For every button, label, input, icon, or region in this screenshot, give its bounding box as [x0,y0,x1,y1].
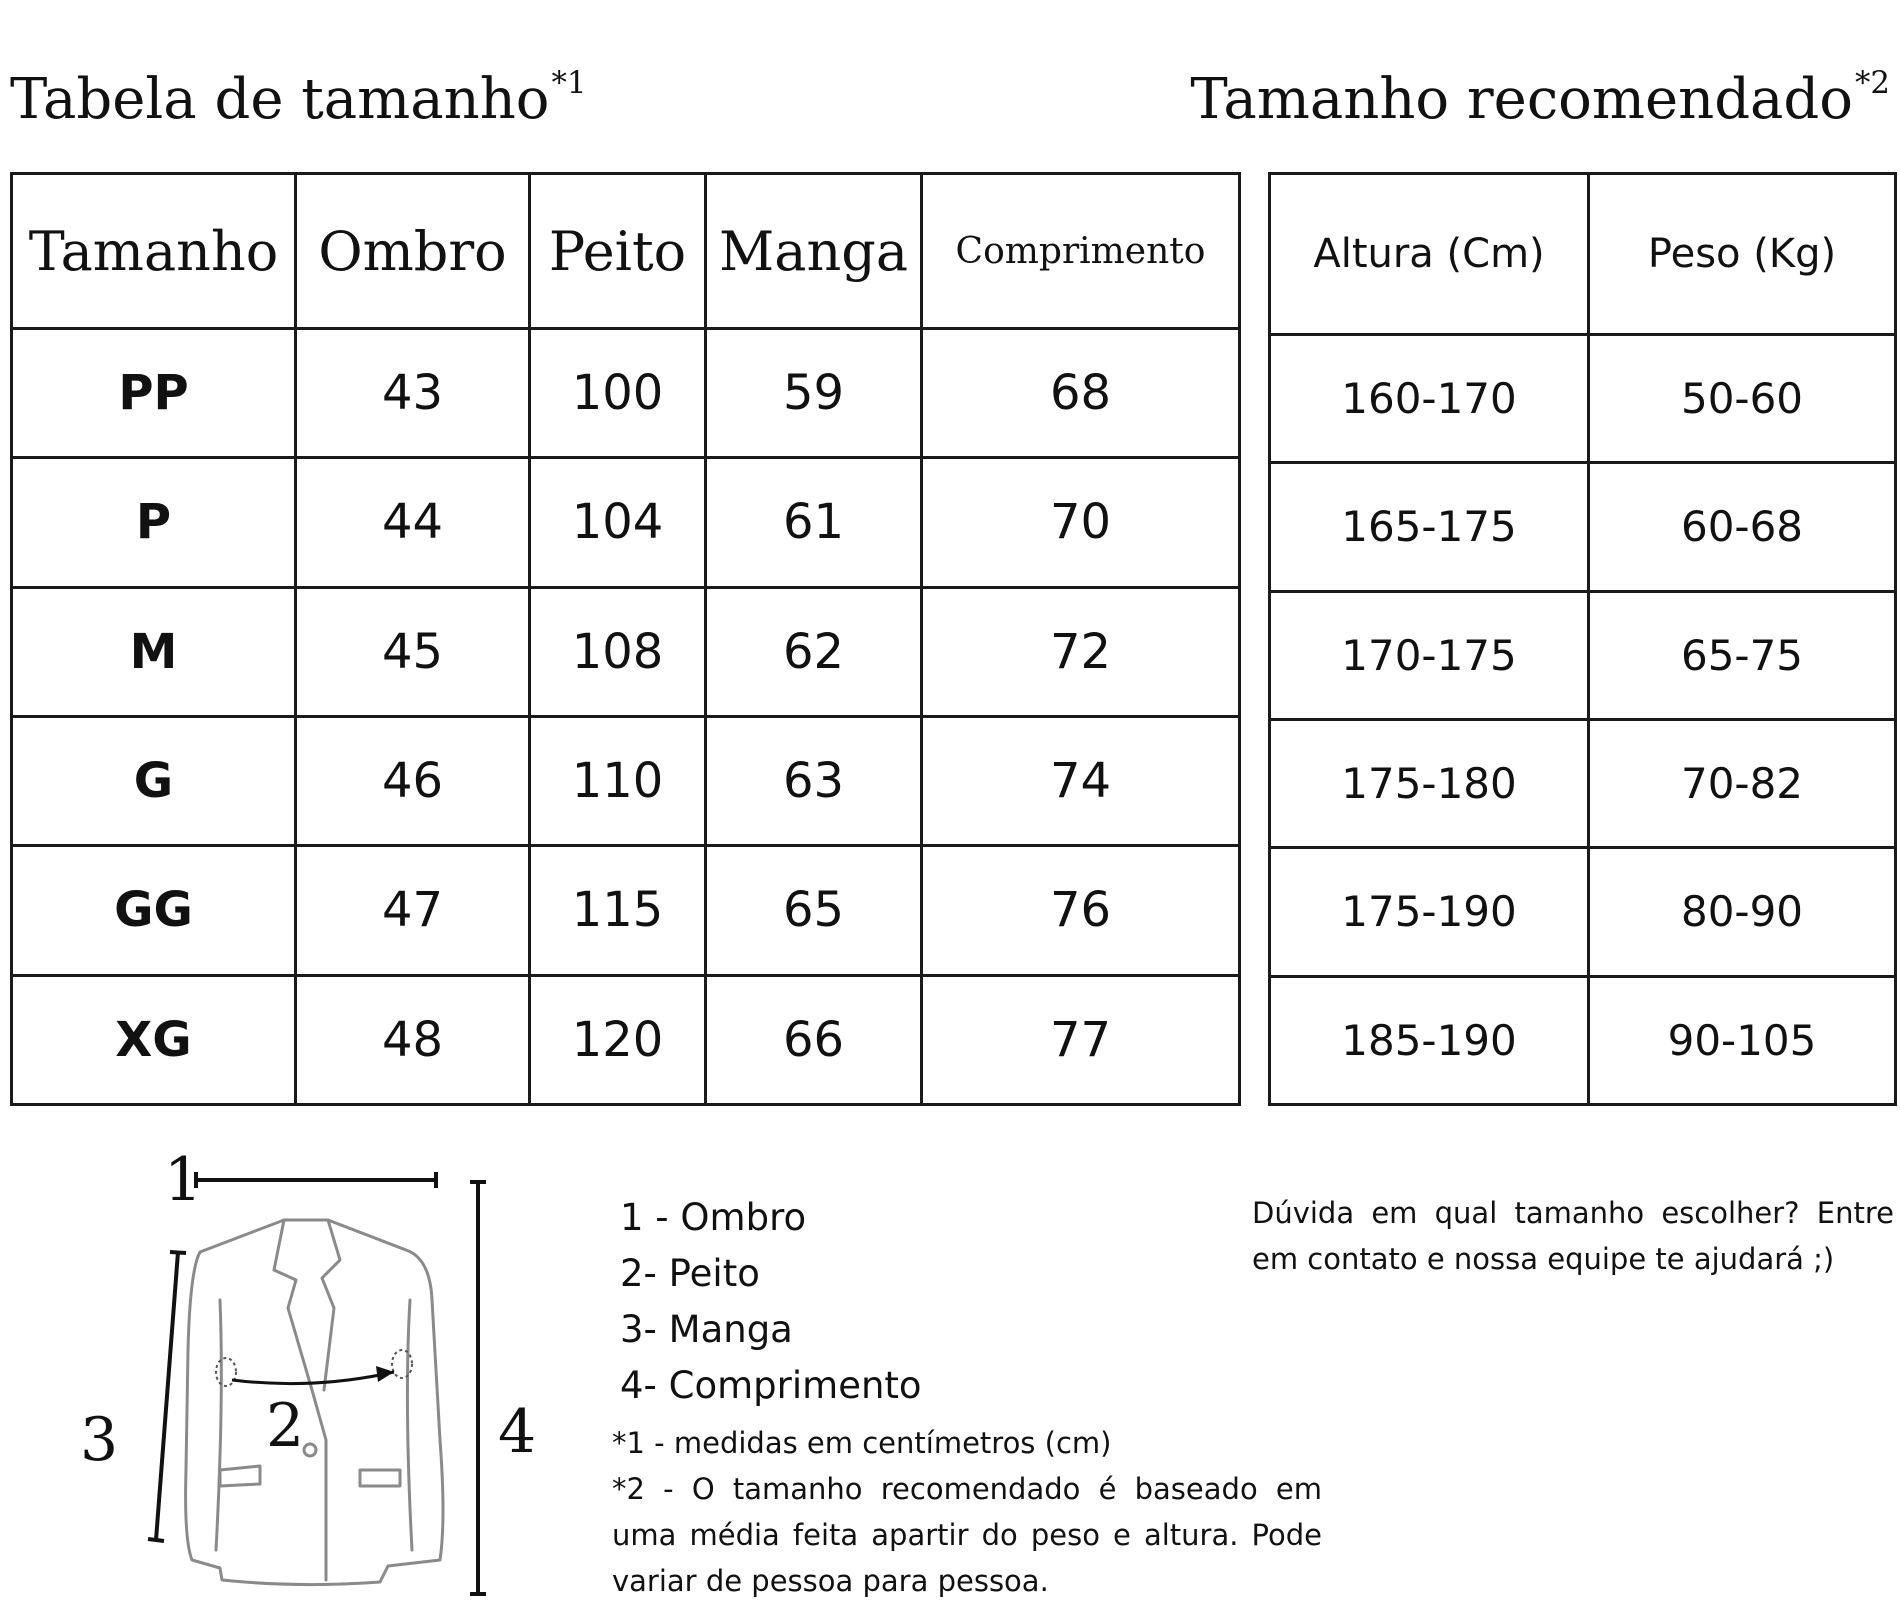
header-altura: Altura (Cm) [1270,174,1589,335]
table-row [1270,463,1896,591]
manga-cell: 59 [706,329,922,458]
header-peso: Peso (Kg) [1589,174,1896,335]
peito-cell: 100 [530,329,706,458]
manga-cell: 62 [706,587,922,716]
recommended-size-title: Tamanho recomendado$^{*2}$ [1190,65,1890,132]
comprimento-cell: 70 [922,458,1240,587]
peito-cell: 104 [530,458,706,587]
peso-cell: 65-75 [1589,591,1896,719]
size-cell: P [12,458,296,587]
altura-cell: 175-190 [1270,848,1589,976]
recommended-footnote-marker: *2 [1855,65,1890,101]
table-row [12,975,1240,1104]
measurement-legend [620,1190,922,1414]
size-cell: M [12,587,296,716]
figure-label-3: 3 [80,1405,119,1475]
comprimento-cell: 72 [922,587,1240,716]
size-cell: G [12,716,296,845]
altura-cell: 165-175 [1270,463,1589,591]
ombro-cell: 47 [296,846,530,975]
legend-item: 4- Comprimento [620,1364,922,1407]
table-row [12,458,1240,587]
altura-cell: 160-170 [1270,335,1589,463]
comprimento-cell: 74 [922,716,1240,845]
manga-cell: 66 [706,975,922,1104]
footnote-2: *2 - O tamanho recomendado é baseado em uma média feita apartir do peso e altura. Pode variar de pessoa para pessoa. [612,1472,1322,1598]
peito-cell: 115 [530,846,706,975]
peso-cell: 50-60 [1589,335,1896,463]
ombro-cell: 43 [296,329,530,458]
comprimento-cell: 68 [922,329,1240,458]
footnote-1: *1 - medidas em centímetros (cm) [612,1426,1112,1460]
peso-cell: 80-90 [1589,848,1896,976]
peso-cell: 90-105 [1589,976,1896,1104]
table-row [12,329,1240,458]
header-peito: Peito [530,174,706,329]
table-header-row [1270,174,1896,335]
table-row [1270,848,1896,976]
legend-item: 2- Peito [620,1252,760,1295]
ombro-cell: 44 [296,458,530,587]
legend-item: 3- Manga [620,1308,793,1351]
table-row [1270,591,1896,719]
help-text: Dúvida em qual tamanho escolher? Entre em contato e nossa equipe te ajudará ;) [1252,1196,1894,1276]
ombro-cell: 46 [296,716,530,845]
legend-item: 1 - Ombro [620,1196,807,1239]
table-row [12,587,1240,716]
peito-cell: 108 [530,587,706,716]
header-ombro: Ombro [296,174,530,329]
table-row [1270,976,1896,1104]
table-header-row [12,174,1240,329]
table-row [12,716,1240,845]
altura-cell: 175-180 [1270,719,1589,847]
size-chart-footnote-marker: *1 [551,65,587,101]
manga-cell: 61 [706,458,922,587]
figure-label-4: 4 [498,1397,537,1467]
table-row [1270,719,1896,847]
ombro-cell: 45 [296,587,530,716]
jacket-measurement-figure [60,1140,560,1600]
figure-label-1: 1 [164,1145,203,1215]
figure-label-2: 2 [266,1391,305,1461]
footnotes [612,1420,1322,1604]
recommended-size-table [1268,172,1897,1106]
header-manga: Manga [706,174,922,329]
header-tamanho: Tamanho [12,174,296,329]
size-cell: XG [12,975,296,1104]
peito-cell: 110 [530,716,706,845]
chest-measure-icon [216,1350,412,1386]
table-row [1270,335,1896,463]
altura-cell: 170-175 [1270,591,1589,719]
jacket-outline-icon [186,1220,443,1585]
header-comprimento: Comprimento [922,174,1240,329]
table-row [12,846,1240,975]
ombro-cell: 48 [296,975,530,1104]
size-chart-table [10,172,1241,1106]
manga-cell: 65 [706,846,922,975]
comprimento-cell: 76 [922,846,1240,975]
altura-cell: 185-190 [1270,976,1589,1104]
peso-cell: 70-82 [1589,719,1896,847]
size-chart-title: Tabela de tamanho$^{*1}$ [10,65,587,132]
size-cell: PP [12,329,296,458]
peso-cell: 60-68 [1589,463,1896,591]
manga-cell: 63 [706,716,922,845]
size-cell: GG [12,846,296,975]
peito-cell: 120 [530,975,706,1104]
comprimento-cell: 77 [922,975,1240,1104]
